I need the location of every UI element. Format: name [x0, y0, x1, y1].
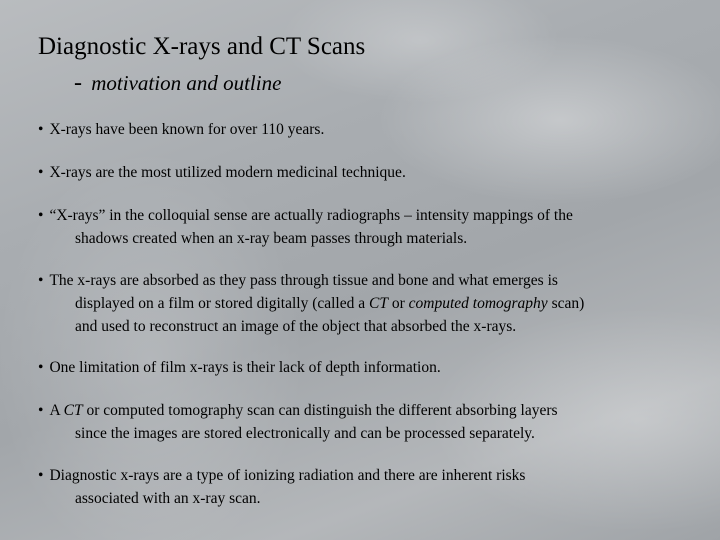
bullet-text-continued: and used to reconstruct an image of the object that absorbed the x-rays. [75, 318, 517, 335]
bullet-mark: • [38, 359, 44, 376]
bullet-mark: • [38, 164, 44, 181]
bullet-text-part: or computed tomography scan can distinguish the different absorbing layers [82, 402, 558, 419]
bullet-mark: • [38, 402, 44, 419]
computed-tomography-term: computed tomography [408, 295, 548, 312]
bullet-item [38, 161, 678, 184]
bullet-text-continued: shadows created when an x-ray beam passes through materials. [75, 230, 468, 247]
bullet-mark: • [38, 207, 44, 224]
bullet-item [38, 464, 678, 510]
bullet-item [38, 204, 678, 250]
bullet-text-part: displayed on a film or stored digitally (called a [75, 295, 369, 312]
slide-subtitle [74, 68, 281, 98]
bullet-text: One limitation of film x-rays is their lack of depth information. [49, 359, 441, 376]
subtitle-text: motivation and outline [91, 71, 282, 95]
bullet-mark: • [38, 121, 44, 138]
bullet-text-continued: since the images are stored electronically and can be processed separately. [75, 425, 535, 442]
bullet-item [38, 269, 678, 338]
bullet-text: X-rays have been known for over 110 years. [49, 121, 325, 138]
slide-title: Diagnostic X-rays and CT Scans [38, 33, 366, 60]
bullet-text: X-rays are the most utilized modern medicinal technique. [49, 164, 406, 181]
bullet-mark: • [38, 467, 44, 484]
bullet-text: “X-rays” in the colloquial sense are actually radiographs – intensity mappings of the [49, 207, 573, 224]
bullet-text-part: scan) [547, 295, 585, 312]
bullet-text-continued [38, 292, 678, 315]
bullet-text: Diagnostic x-rays are a type of ionizing radiation and there are inherent risks [49, 467, 526, 484]
bullet-text-continued: associated with an x-ray scan. [75, 490, 261, 507]
bullet-item [38, 356, 678, 379]
bullet-mark: • [38, 272, 44, 289]
ct-term: CT [63, 402, 83, 419]
ct-term: CT [369, 295, 388, 312]
bullet-item [38, 118, 678, 141]
bullet-text-part: A [49, 402, 64, 419]
subtitle-dash: - [74, 70, 82, 96]
bullet-text-part: or [387, 295, 409, 312]
bullet-item [38, 399, 678, 445]
bullet-text: The x-rays are absorbed as they pass through tissue and bone and what emerges is [49, 272, 558, 289]
